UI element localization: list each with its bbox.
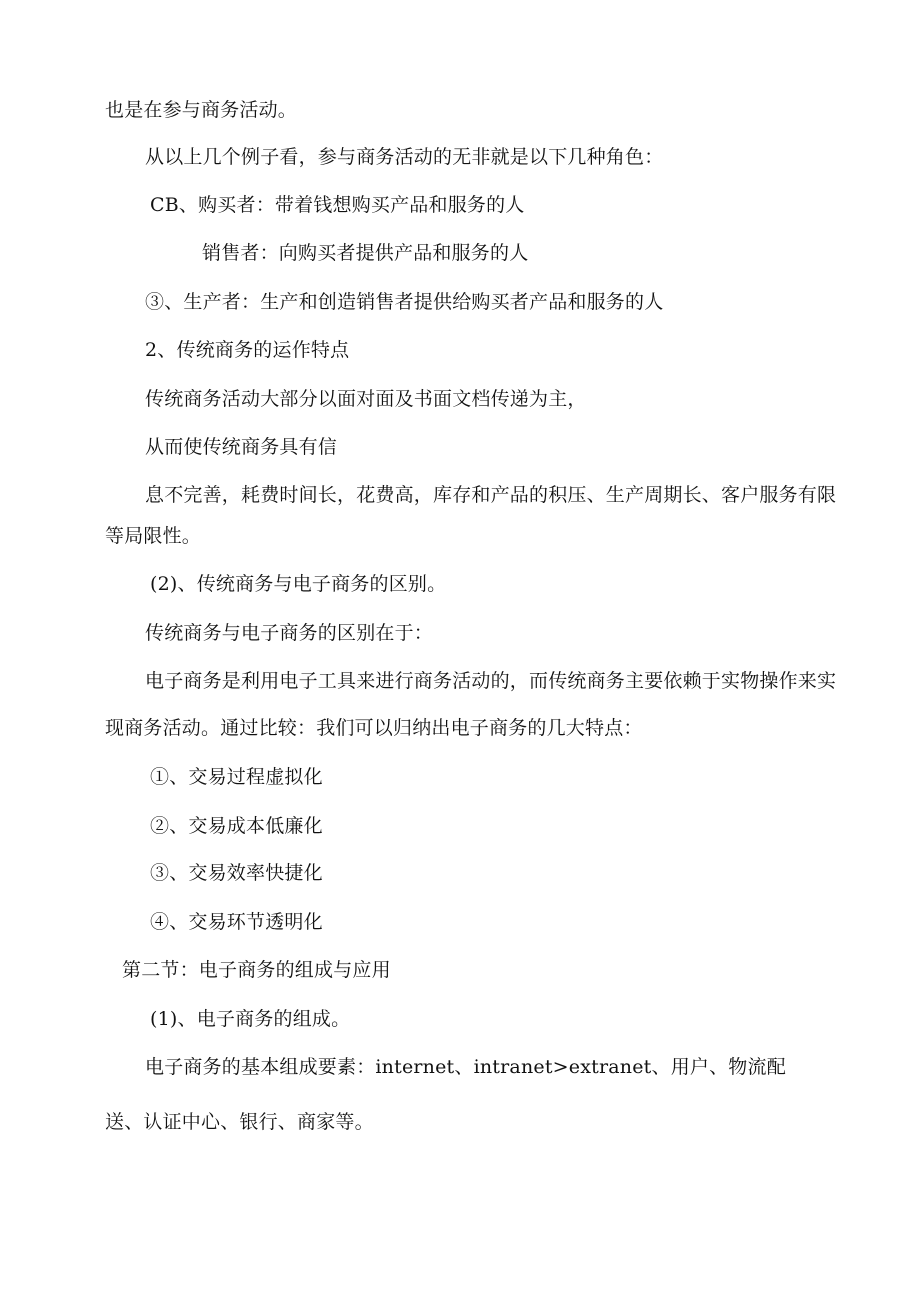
text-line: 从以上几个例子看，参与商务活动的无非就是以下几种角色： [145,146,664,168]
text-line: 电子商务是利用电子工具来进行商务活动的，而传统商务主要依赖于实物操作来实 [145,670,837,692]
section-heading: (2)、传统商务与电子商务的区别。 [150,573,447,595]
text-line: 从而使传统商务具有信 [145,436,338,458]
text-line: 息不完善，耗费时间长，花费高，库存和产品的积压、生产周期长、客户服务有限 [145,484,837,506]
text-line: 送、认证中心、银行、商家等。 [105,1111,374,1133]
list-item: ①、交易过程虚拟化 [150,766,323,788]
text-line: 销售者：向购买者提供产品和服务的人 [202,242,529,264]
text-line: 也是在参与商务活动。 [105,99,298,121]
text-line: 传统商务活动大部分以面对面及书面文档传递为主， [145,388,587,410]
list-item: ②、交易成本低廉化 [150,815,323,837]
text-line: ③、生产者：生产和创造销售者提供给购买者产品和服务的人 [145,291,664,313]
text-line: CB、购买者：带着钱想购买产品和服务的人 [150,194,525,216]
text-line: 传统商务与电子商务的区别在于： [145,622,434,644]
section-heading: 第二节：电子商务的组成与应用 [122,959,391,981]
text-line: 等局限性。 [105,525,202,547]
list-item: ③、交易效率快捷化 [150,862,323,884]
text-line: 现商务活动。通过比较：我们可以归纳出电子商务的几大特点： [105,717,643,739]
section-heading: (1)、电子商务的组成。 [150,1008,351,1030]
section-heading: 2、传统商务的运作特点 [145,339,350,361]
text-line: 电子商务的基本组成要素：internet、intranet>extranet、用户、物流配 [145,1056,786,1078]
list-item: ④、交易环节透明化 [150,911,323,933]
